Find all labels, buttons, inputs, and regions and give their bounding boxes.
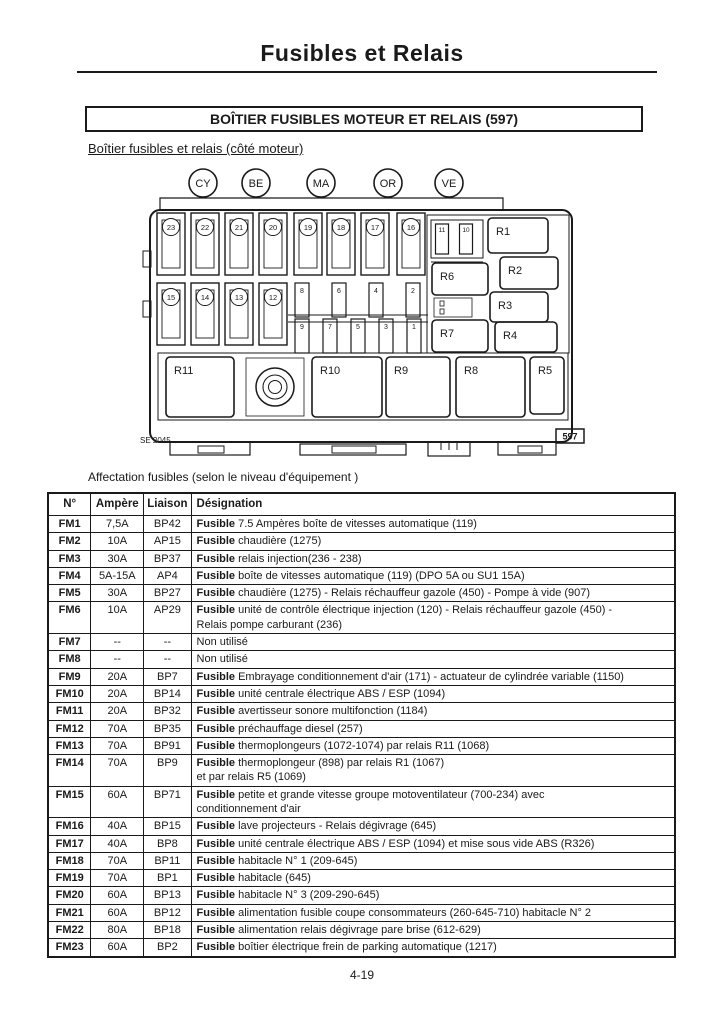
fuse-number-cell: FM5 — [48, 585, 91, 602]
ampere-cell: 60A — [91, 887, 144, 904]
fuse-number-cell: FM1 — [48, 515, 91, 532]
liaison-cell: BP14 — [144, 685, 191, 702]
liaison-cell: BP32 — [144, 703, 191, 720]
designation-cell: Fusible préchauffage diesel (257) — [191, 720, 675, 737]
fuse-number-cell: FM22 — [48, 922, 91, 939]
ampere-cell: 70A — [91, 755, 144, 787]
fuse-number-22: 22 — [200, 223, 210, 232]
fuse-table-body — [48, 515, 675, 956]
fuse-number-cell: FM18 — [48, 852, 91, 869]
ampere-cell: 30A — [91, 550, 144, 567]
designation-cell: Fusible chaudière (1275) - Relais réchauffeur gazole (450) - Pompe à vide (907) — [191, 585, 675, 602]
page-number: 4-19 — [349, 968, 375, 982]
designation-prefix: Fusible — [196, 604, 236, 617]
fuse-assignment-table — [47, 492, 676, 958]
designation-cell: Fusible relais injection(236 - 238) — [191, 550, 675, 567]
fuse-number-cell: FM4 — [48, 567, 91, 584]
liaison-cell: BP1 — [144, 870, 191, 887]
ampere-cell: 60A — [91, 786, 144, 818]
fuse-number-19: 19 — [303, 223, 313, 232]
relay-label-R10: R10 — [320, 365, 341, 377]
fuse-number-12: 12 — [268, 293, 278, 302]
table-row-fm12 — [48, 720, 675, 737]
table-caption: Affectation fusibles (selon le niveau d'équipement ) — [88, 470, 359, 484]
liaison-cell: BP7 — [144, 668, 191, 685]
fusebox-diagram — [0, 165, 724, 465]
table-row-fm6 — [48, 602, 675, 634]
liaison-cell: BP37 — [144, 550, 191, 567]
mini-fuse-number-5: 5 — [356, 324, 360, 331]
fuse-number-13: 13 — [234, 293, 244, 302]
designation-cell: Fusible 7.5 Ampères boîte de vitesses automatique (119) — [191, 515, 675, 532]
ampere-cell: 10A — [91, 533, 144, 550]
fuse-number-cell: FM23 — [48, 939, 91, 957]
fuse-number-cell: FM19 — [48, 870, 91, 887]
fuse-number-18: 18 — [336, 223, 346, 232]
mini-pair-bracket — [431, 220, 483, 258]
designation-prefix: Fusible — [196, 587, 236, 600]
ampere-cell: 70A — [91, 870, 144, 887]
table-row-fm9 — [48, 668, 675, 685]
designation-cell: Non utilisé — [191, 634, 675, 651]
table-row-fm19 — [48, 870, 675, 887]
relay-label-R6: R6 — [440, 271, 455, 283]
table-row-fm21 — [48, 904, 675, 921]
fuse-number-cell: FM16 — [48, 818, 91, 835]
table-row-fm13 — [48, 737, 675, 754]
fuse-table-head — [48, 493, 675, 515]
designation-cell: Fusible chaudière (1275) — [191, 533, 675, 550]
fuse-number-15: 15 — [166, 293, 176, 302]
designation-cell: Fusible unité centrale électrique ABS / ESP (1094) et mise sous vide ABS (R326) — [191, 835, 675, 852]
column-header-ampre: Ampère — [91, 493, 144, 515]
table-row-fm10 — [48, 685, 675, 702]
mini-fuse-number-8: 8 — [300, 288, 304, 295]
diagram-ref-label: SE 2045 — [140, 436, 171, 445]
relay-label-R9: R9 — [394, 365, 409, 377]
connector-label-MA: MA — [312, 178, 330, 190]
table-row-fm18 — [48, 852, 675, 869]
connector-label-VE: VE — [441, 178, 457, 190]
ampere-cell: 5A-15A — [91, 567, 144, 584]
ampere-cell: 70A — [91, 720, 144, 737]
diagram-subtitle: Boîtier fusibles et relais (côté moteur) — [88, 141, 304, 156]
liaison-cell: AP4 — [144, 567, 191, 584]
fuse-number-cell: FM9 — [48, 668, 91, 685]
title-divider — [77, 71, 657, 73]
liaison-cell: BP11 — [144, 852, 191, 869]
blank-slot-pin2 — [440, 309, 444, 314]
table-row-fm8 — [48, 651, 675, 668]
table-row-fm15 — [48, 786, 675, 818]
liaison-cell: BP35 — [144, 720, 191, 737]
fuse-number-14: 14 — [200, 293, 210, 302]
ampere-cell: 20A — [91, 685, 144, 702]
fuse-number-21: 21 — [234, 223, 244, 232]
designation-prefix: Fusible — [196, 872, 236, 885]
designation-prefix: Fusible — [196, 820, 236, 833]
designation-prefix: Fusible — [196, 854, 236, 867]
fuse-number-cell: FM21 — [48, 904, 91, 921]
ampere-cell: 10A — [91, 602, 144, 634]
table-row-fm4 — [48, 567, 675, 584]
liaison-cell: BP13 — [144, 887, 191, 904]
fuse-number-cell: FM10 — [48, 685, 91, 702]
bolt-inner-circle — [269, 381, 282, 394]
liaison-cell: BP91 — [144, 737, 191, 754]
designation-cell: Fusible lave projecteurs - Relais dégivrage (645) — [191, 818, 675, 835]
table-row-fm17 — [48, 835, 675, 852]
liaison-cell: BP2 — [144, 939, 191, 957]
ampere-cell: 20A — [91, 668, 144, 685]
table-row-fm5 — [48, 585, 675, 602]
designation-cell: Fusible alimentation fusible coupe consommateurs (260-645-710) habitacle N° 2 — [191, 904, 675, 921]
section-header-box — [85, 106, 643, 132]
liaison-cell: BP9 — [144, 755, 191, 787]
bottom-row-outline — [158, 353, 568, 420]
fuse-number-cell: FM3 — [48, 550, 91, 567]
diagram-number: 597 — [562, 431, 578, 442]
designation-prefix: Fusible — [196, 687, 236, 700]
fuse-number-cell: FM7 — [48, 634, 91, 651]
table-row-fm7 — [48, 634, 675, 651]
column-header-liaison: Liaison — [144, 493, 191, 515]
designation-prefix: Fusible — [196, 837, 236, 850]
bolt-plate — [246, 358, 304, 416]
liaison-cell: BP18 — [144, 922, 191, 939]
mini-fuse-number-3: 3 — [384, 324, 388, 331]
designation-cell: Non utilisé — [191, 651, 675, 668]
designation-prefix: Fusible — [196, 569, 236, 582]
designation-cell: Fusible thermoplongeurs (1072-1074) par relais R11 (1068) — [191, 737, 675, 754]
fuse-number-cell: FM14 — [48, 755, 91, 787]
ampere-cell: 60A — [91, 939, 144, 957]
mount-tab-2-inner — [332, 446, 376, 453]
liaison-cell: -- — [144, 634, 191, 651]
designation-prefix: Fusible — [196, 889, 236, 902]
designation-cell: Fusible unité centrale électrique ABS / ESP (1094) — [191, 685, 675, 702]
designation-prefix: Fusible — [196, 705, 236, 718]
designation-cell: Fusible boîtier électrique frein de parking automatique (1217) — [191, 939, 675, 957]
designation-cell: Fusible habitacle N° 3 (209-290-645) — [191, 887, 675, 904]
designation-cell: Fusible thermoplongeur (898) par relais R1 (1067) et par relais R5 (1069) — [191, 755, 675, 787]
liaison-cell: BP15 — [144, 818, 191, 835]
table-row-fm1 — [48, 515, 675, 532]
liaison-cell: BP27 — [144, 585, 191, 602]
designation-prefix: Fusible — [196, 517, 236, 530]
fuse-number-cell: FM20 — [48, 887, 91, 904]
fuse-number-cell: FM15 — [48, 786, 91, 818]
section-header-label: BOÎTIER FUSIBLES MOTEUR ET RELAIS (597) — [209, 111, 519, 127]
blank-slot-pin1 — [440, 301, 444, 306]
table-row-fm14 — [48, 755, 675, 787]
designation-prefix: Fusible — [196, 552, 236, 565]
fuse-number-cell: FM2 — [48, 533, 91, 550]
ampere-cell: 30A — [91, 585, 144, 602]
mini-fuse-number-9: 9 — [300, 324, 304, 331]
table-row-fm23 — [48, 939, 675, 957]
designation-cell: Fusible alimentation relais dégivrage pare brise (612-629) — [191, 922, 675, 939]
header-row — [48, 493, 675, 515]
mount-tab-4-inner — [518, 446, 542, 453]
designation-cell: Fusible unité de contrôle électrique injection (120) - Relais réchauffeur gazole (450) - Relais pompe carburant (236) — [191, 602, 675, 634]
mini-fuse-number-10: 10 — [462, 227, 470, 234]
designation-prefix: Fusible — [196, 757, 236, 770]
relay-label-R1: R1 — [496, 226, 511, 238]
relay-label-R3: R3 — [498, 300, 513, 312]
designation-prefix: Fusible — [196, 788, 236, 801]
designation-prefix: Fusible — [196, 535, 236, 548]
designation-cell: Fusible avertisseur sonore multifonction (1184) — [191, 703, 675, 720]
mini-fuse-number-4: 4 — [374, 288, 378, 295]
liaison-cell: BP8 — [144, 835, 191, 852]
top-bracket — [160, 198, 503, 210]
bolt-outer-circle — [256, 368, 294, 406]
fuse-number-20: 20 — [268, 223, 278, 232]
table-row-fm3 — [48, 550, 675, 567]
bolt-mid-circle — [263, 375, 287, 399]
designation-prefix: Fusible — [196, 722, 236, 735]
table-row-fm22 — [48, 922, 675, 939]
mini-fuse-number-11: 11 — [438, 227, 446, 234]
designation-cell: Fusible habitacle N° 1 (209-645) — [191, 852, 675, 869]
ampere-cell: 70A — [91, 737, 144, 754]
ampere-cell: -- — [91, 634, 144, 651]
fuse-number-17: 17 — [370, 223, 380, 232]
designation-prefix: Fusible — [196, 739, 236, 752]
table-row-fm16 — [48, 818, 675, 835]
ampere-cell: 70A — [91, 852, 144, 869]
liaison-cell: AP29 — [144, 602, 191, 634]
fuse-number-cell: FM11 — [48, 703, 91, 720]
ampere-cell: 80A — [91, 922, 144, 939]
fuse-number-cell: FM6 — [48, 602, 91, 634]
designation-cell: Fusible petite et grande vitesse groupe motoventilateur (700-234) avec conditionnement d'air — [191, 786, 675, 818]
liaison-cell: -- — [144, 651, 191, 668]
designation-prefix: Fusible — [196, 906, 236, 919]
liaison-cell: BP12 — [144, 904, 191, 921]
page-title: Fusibles et Relais — [260, 40, 464, 66]
ampere-cell: 40A — [91, 818, 144, 835]
mount-tab-1-inner — [198, 446, 224, 453]
ampere-cell: -- — [91, 651, 144, 668]
column-header-dsignation: Désignation — [191, 493, 675, 515]
relay-label-R2: R2 — [508, 265, 523, 277]
mini-fuse-number-7: 7 — [328, 324, 332, 331]
fuse-number-cell: FM17 — [48, 835, 91, 852]
liaison-cell: BP42 — [144, 515, 191, 532]
mini-fuse-number-6: 6 — [337, 288, 341, 295]
ampere-cell: 60A — [91, 904, 144, 921]
connector-label-BE: BE — [248, 178, 264, 190]
relay-label-R11: R11 — [174, 365, 194, 377]
table-row-fm20 — [48, 887, 675, 904]
designation-cell: Fusible Embrayage conditionnement d'air (171) - actuateur de cylindrée variable (1150) — [191, 668, 675, 685]
relay-label-R4: R4 — [503, 330, 518, 342]
relay-label-R5: R5 — [538, 365, 553, 377]
fuse-number-cell: FM13 — [48, 737, 91, 754]
fuse-number-16: 16 — [406, 223, 416, 232]
ampere-cell: 20A — [91, 703, 144, 720]
designation-prefix: Fusible — [196, 670, 236, 683]
fuse-number-cell: FM12 — [48, 720, 91, 737]
connector-label-CY: CY — [195, 178, 211, 190]
designation-cell: Fusible boîte de vitesses automatique (119) (DPO 5A ou SU1 15A) — [191, 567, 675, 584]
designation-prefix: Fusible — [196, 941, 236, 954]
mini-fuse-number-1: 1 — [412, 324, 416, 331]
mini-fuse-number-2: 2 — [411, 288, 415, 295]
relay-label-R8: R8 — [464, 365, 479, 377]
designation-prefix: Fusible — [196, 924, 236, 937]
liaison-cell: AP15 — [144, 533, 191, 550]
fuse-number-cell: FM8 — [48, 651, 91, 668]
connector-label-OR: OR — [379, 178, 397, 190]
table-row-fm2 — [48, 533, 675, 550]
liaison-cell: BP71 — [144, 786, 191, 818]
ampere-cell: 40A — [91, 835, 144, 852]
column-header-n: N° — [48, 493, 91, 515]
fuse-number-23: 23 — [166, 223, 176, 232]
table-row-fm11 — [48, 703, 675, 720]
relay-label-R7: R7 — [440, 328, 455, 340]
ampere-cell: 7,5A — [91, 515, 144, 532]
designation-cell: Fusible habitacle (645) — [191, 870, 675, 887]
